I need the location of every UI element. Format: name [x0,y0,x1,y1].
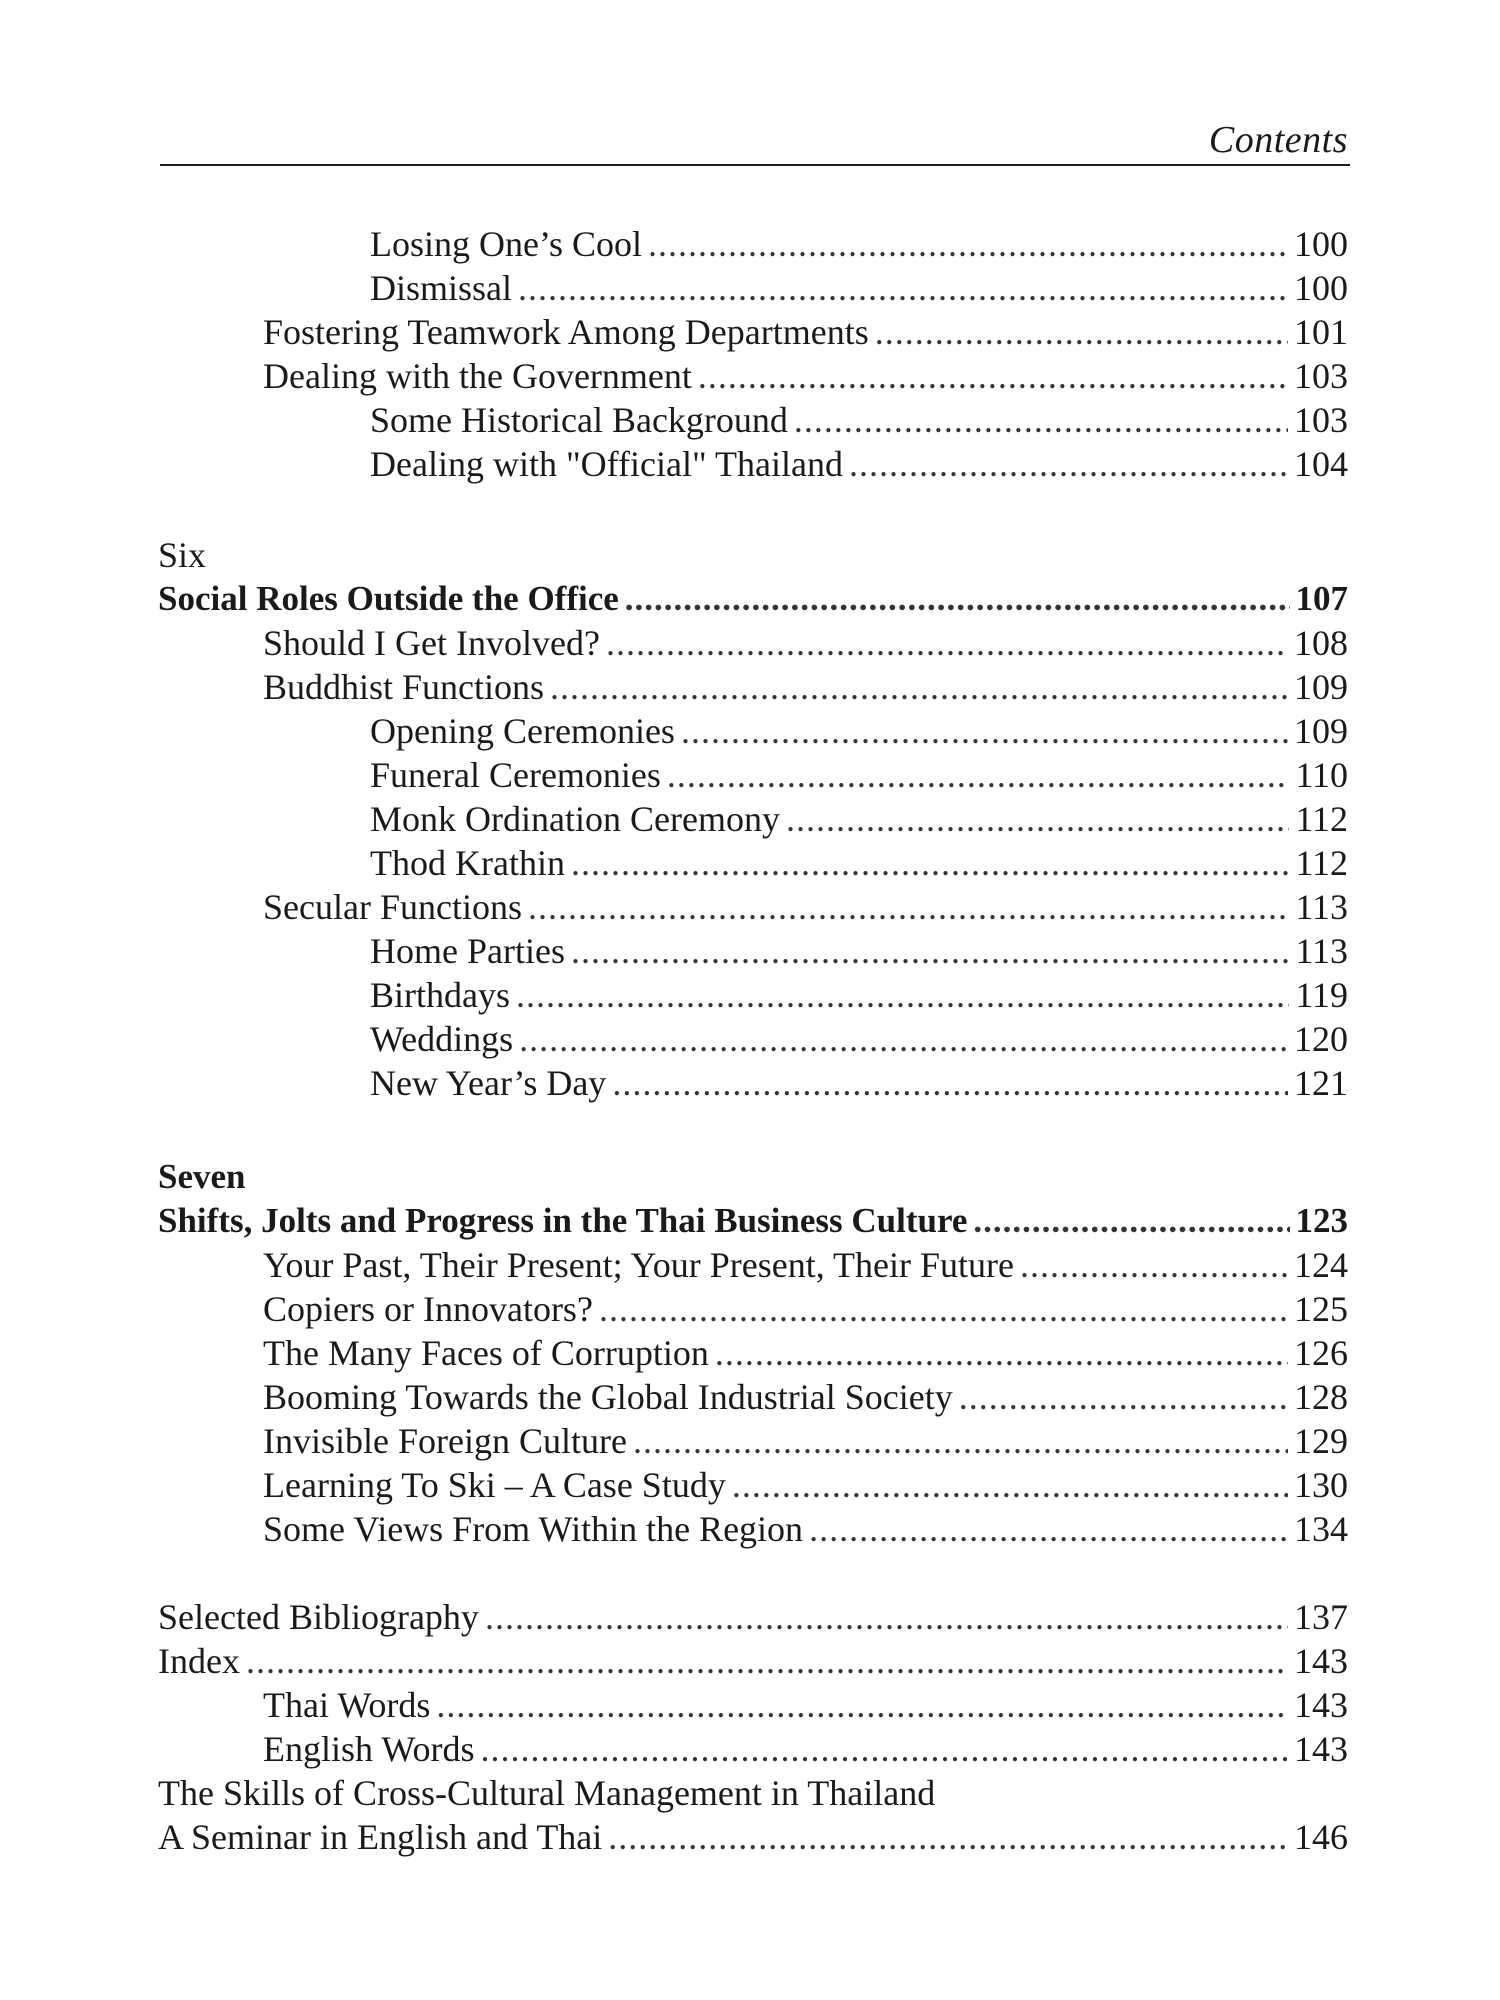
dot-leader [973,1199,1289,1243]
entry-title: Funeral Ceremonies [370,755,661,795]
entry-title: New Year’s Day [370,1063,607,1103]
dot-leader [519,1017,1288,1061]
toc-entry [263,1419,1348,1463]
entry-title: Thod Krathin [370,843,565,883]
entry-page: 125 [1294,1289,1348,1329]
dot-leader [633,1419,1288,1463]
toc-entry [263,1727,1348,1771]
entry-title: Home Parties [370,931,565,971]
entry-title: Weddings [370,1019,514,1059]
dot-leader [518,266,1288,310]
dot-leader [516,973,1289,1017]
toc-entry [158,1595,1348,1639]
entry-title: Should I Get Involved? [263,623,600,663]
entry-page: 109 [1294,711,1348,751]
toc-entry [158,1771,1348,1815]
entry-title: English Words [263,1729,475,1769]
entry-page: 110 [1295,755,1348,795]
dot-leader [246,1639,1288,1683]
dot-leader [715,1331,1288,1375]
header-rule [160,164,1350,166]
toc-entry [263,885,1348,929]
toc-entry [263,1287,1348,1331]
entry-page: 103 [1294,400,1348,440]
entry-title: Monk Ordination Ceremony [370,799,780,839]
entry-title: The Skills of Cross-Cultural Management in Thailand [158,1773,936,1813]
entry-page: 134 [1294,1509,1348,1549]
dot-leader [625,577,1290,621]
entry-page: 143 [1294,1729,1348,1769]
dot-leader [786,797,1289,841]
dot-leader [550,665,1288,709]
chapter-page: 107 [1295,579,1348,618]
entry-title: Some Views From Within the Region [263,1509,804,1549]
toc-entry [370,753,1348,797]
entry-page: 129 [1294,1421,1348,1461]
entry-title: Buddhist Functions [263,667,545,707]
toc-entry [370,797,1348,841]
dot-leader [732,1463,1288,1507]
toc-entry [263,310,1348,354]
entry-page: 112 [1295,799,1348,839]
toc-entry [370,222,1348,266]
toc-entry [370,1061,1348,1105]
entry-title: Booming Towards the Global Industrial Society [263,1377,953,1417]
entry-page: 119 [1295,975,1348,1015]
entry-page: 103 [1294,356,1348,396]
toc-entry [370,841,1348,885]
toc-entry [370,929,1348,973]
toc-entry [370,973,1348,1017]
chapter-title: Shifts, Jolts and Progress in the Thai Business Culture [158,1201,968,1240]
entry-title: Secular Functions [263,887,522,927]
entry-page: 104 [1294,444,1348,484]
dot-leader [528,885,1289,929]
chapter-title: Social Roles Outside the Office [158,579,619,618]
toc-entry [263,621,1348,665]
dot-leader [794,398,1288,442]
entry-title: Some Historical Background [370,400,788,440]
entry-page: 143 [1294,1685,1348,1725]
toc-entry [370,442,1348,486]
running-head: Contents [1208,119,1348,161]
chapter-heading [158,1199,1348,1243]
dot-leader [571,929,1289,973]
toc-entry [370,1017,1348,1061]
dot-leader [648,222,1288,266]
dot-leader [571,841,1289,885]
chapter-number: Seven [158,1157,246,1196]
entry-title: Birthdays [370,975,510,1015]
chapter-number: Six [158,535,207,575]
entry-page: 124 [1294,1245,1348,1285]
entry-page: 120 [1294,1019,1348,1059]
entry-title: Thai Words [263,1685,431,1725]
toc-entry [263,1507,1348,1551]
entry-title: Selected Bibliography [158,1597,479,1637]
entry-title: Index [158,1641,240,1681]
toc-entry [158,1639,1348,1683]
entry-title: Losing One’s Cool [370,224,643,264]
dot-leader [1020,1243,1288,1287]
dot-leader [875,310,1288,354]
entry-title: Dismissal [370,268,513,308]
entry-page: 100 [1294,268,1348,308]
toc-entry [370,398,1348,442]
entry-page: 128 [1294,1377,1348,1417]
toc-entry [370,266,1348,310]
entry-title: Dealing with the Government [263,356,692,396]
toc-entry [263,1331,1348,1375]
dot-leader [612,1061,1288,1105]
dot-leader [849,442,1288,486]
entry-title: Copiers or Innovators? [263,1289,593,1329]
entry-page: 146 [1294,1817,1348,1857]
dot-leader [608,1815,1288,1859]
toc-entry [263,1243,1348,1287]
entry-page: 113 [1295,887,1348,927]
entry-title: Opening Ceremonies [370,711,675,751]
dot-leader [480,1727,1288,1771]
toc-entry [370,709,1348,753]
entry-page: 130 [1294,1465,1348,1505]
toc-entry [263,1683,1348,1727]
chapter-page: 123 [1295,1201,1348,1240]
entry-page: 108 [1294,623,1348,663]
entry-title: Dealing with "Official" Thailand [370,444,843,484]
entry-page: 100 [1294,224,1348,264]
toc-entry [158,1815,1348,1859]
dot-leader [698,354,1288,398]
entry-title: Fostering Teamwork Among Departments [263,312,869,352]
toc-entry [263,665,1348,709]
dot-leader [606,621,1288,665]
entry-page: 101 [1294,312,1348,352]
entry-page: 137 [1294,1597,1348,1637]
entry-page: 113 [1295,931,1348,971]
chapter-heading [158,577,1348,621]
dot-leader [667,753,1289,797]
toc-entry [263,354,1348,398]
dot-leader [809,1507,1288,1551]
toc-entry [263,1375,1348,1419]
entry-page: 121 [1294,1063,1348,1103]
dot-leader [681,709,1288,753]
entry-page: 126 [1294,1333,1348,1373]
entry-title: Invisible Foreign Culture [263,1421,627,1461]
toc-entry [263,1463,1348,1507]
entry-page: 112 [1295,843,1348,883]
dot-leader [959,1375,1288,1419]
dot-leader [485,1595,1288,1639]
entry-title: Learning To Ski – A Case Study [263,1465,726,1505]
entry-page: 109 [1294,667,1348,707]
entry-title: The Many Faces of Corruption [263,1333,709,1373]
entry-title: A Seminar in English and Thai [158,1817,603,1857]
dot-leader [436,1683,1288,1727]
dot-leader [599,1287,1288,1331]
entry-page: 143 [1294,1641,1348,1681]
entry-title: Your Past, Their Present; Your Present, Their Future [263,1245,1015,1285]
